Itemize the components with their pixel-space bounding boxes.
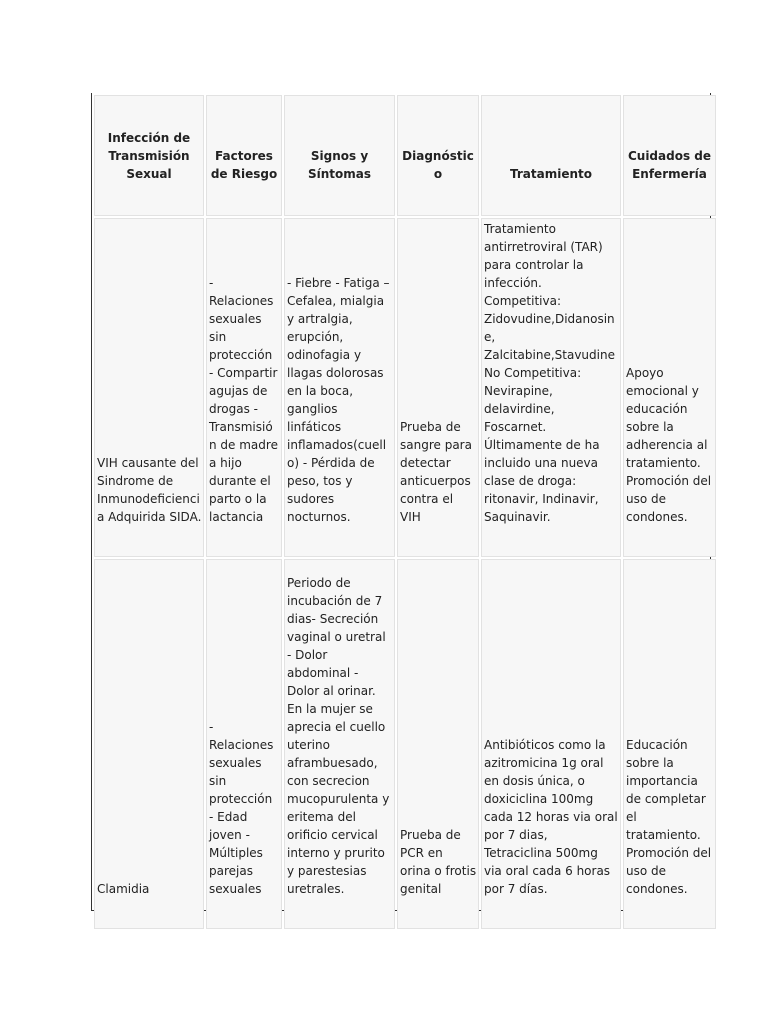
table-cell: - Fiebre - Fatiga – Cefalea, mialgia y artralgia, erupción, odinofagia y llagas dolorosas en la boca, ganglios linfáticos inflamados(cuello) - Pérdida de peso, tos y sudores nocturnos. [284, 218, 395, 557]
header-diagnostico: Diagnóstico [397, 95, 479, 216]
table-cell: Clamidia [94, 559, 204, 929]
table-row [94, 559, 716, 929]
sti-table [92, 93, 718, 931]
sti-table-container [91, 93, 711, 911]
table-cell: Apoyo emocional y educación sobre la adherencia al tratamiento. Promoción del uso de condones. [623, 218, 716, 557]
table-cell: Prueba de sangre para detectar anticuerpos contra el VIH [397, 218, 479, 557]
header-infeccion: Infección de Transmisión Sexual [94, 95, 204, 216]
header-cuidados: Cuidados de Enfermería [623, 95, 716, 216]
table-row [94, 218, 716, 557]
header-signos: Signos y Síntomas [284, 95, 395, 216]
table-cell: Tratamiento antirretroviral (TAR) para controlar la infección. Competitiva: Zidovudine,Didanosine, Zalcitabine,Stavudine No Competitiva: Nevirapine, delavirdine, Foscarnet. Últimamente de ha incluido una nueva clase de droga: ritonavir, Indinavir, Saquinavir. [481, 218, 621, 557]
table-header-row [94, 95, 716, 216]
table-cell: - Relaciones sexuales sin protección - Edad joven - Múltiples parejas sexuales [206, 559, 282, 929]
table-cell: VIH causante del Sindrome de Inmunodeficiencia Adquirida SIDA. [94, 218, 204, 557]
table-cell: Educación sobre la importancia de completar el tratamiento. Promoción del uso de condones. [623, 559, 716, 929]
table-cell: - Relaciones sexuales sin protección - Compartir agujas de drogas - Transmisión de madre a hijo durante el parto o la lactancia [206, 218, 282, 557]
table-cell: Antibióticos como la azitromicina 1g oral en dosis única, o doxiciclina 100mg cada 12 horas via oral por 7 dias, Tetraciclina 500mg via oral cada 6 horas por 7 días. [481, 559, 621, 929]
table-cell: Prueba de PCR en orina o frotis genital [397, 559, 479, 929]
header-factores: Factores de Riesgo [206, 95, 282, 216]
table-cell: Periodo de incubación de 7 dias- Secreción vaginal o uretral - Dolor abdominal - Dolor al orinar. En la mujer se aprecia el cuello uterino aframbuesado, con secrecion mucopurulenta y eritema del orificio cervical interno y prurito y parestesias uretrales. [284, 559, 395, 929]
header-tratamiento: Tratamiento [481, 95, 621, 216]
